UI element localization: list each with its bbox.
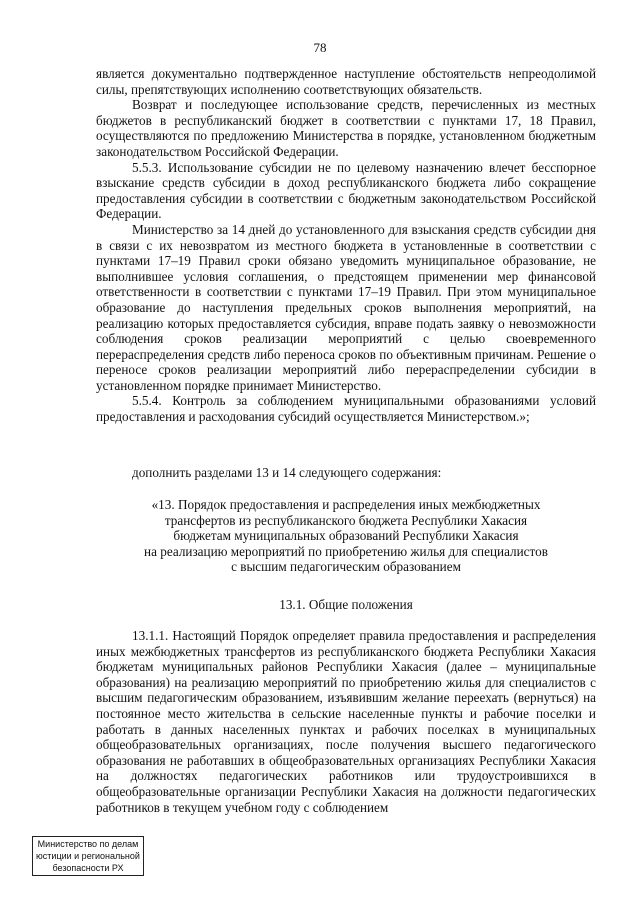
section-heading <box>96 497 596 575</box>
section-heading-line: трансфертов из республиканского бюджета Республики Хакасия <box>164 512 528 528</box>
stamp-line: Министерство по делам <box>37 839 139 849</box>
section-heading-line: бюджетам муниципальных образований Республики Хакасия <box>173 528 519 544</box>
supplement-line: дополнить разделами 13 и 14 следующего содержания: <box>132 465 442 480</box>
paragraph-5-5-3: 5.5.3. Использование субсидии не по целевому назначению влечет бесспорное взыскание средств субсидии в доход республиканского бюджета либо сокращение предоставления субсидии в соответствии с бюджетным законодательством Российской Федерации. <box>96 159 596 222</box>
page-number: 78 <box>313 40 327 55</box>
subsection-heading-block <box>96 597 596 613</box>
supplement-block <box>96 465 596 481</box>
paragraph-5-5-4: 5.5.4. Контроль за соблюдением муниципальными образованиями условий предоставления и расходования субсидий осуществляется Министерством.»; <box>96 393 596 425</box>
section-heading-line: на реализацию мероприятий по приобретению жилья для специалистов <box>144 543 548 559</box>
subsection-heading: 13.1. Общие положения <box>279 597 413 612</box>
paragraph-continuation: является документально подтвержденное наступление обстоятельств непреодолимой силы, препятствующих исполнению соответствующих обязательств. <box>96 66 596 97</box>
section-heading-line: «13. Порядок предоставления и распределения иных межбюджетных <box>151 497 541 512</box>
paragraph-ministry-notice: Министерство за 14 дней до установленного для взыскания средств субсидии дня в связи с их невозвратом из местного бюджета в установленные в соответствии с пунктами 17–19 Правил сроки обязано уведомить муниципальное образование, не выполнившее условия соглашения, о предстоящем применении мер финансовой ответственности в соответствии с пунктами 17–19 Правил. При этом муниципальное образование до наступления предельных сроков выполнения мероприятий, на реализацию которых предоставляется субсидия, вправе подать заявку о невозможности соблюдения сроков реализации мероприятий с целью своевременного перераспределения средств либо переноса сроков по объективным причинам. Решение о переносе сроков реализации мероприятий либо перераспределении субсидии в установленном порядке принимает Министерство. <box>96 221 596 393</box>
stamp-line: юстиции и региональной <box>36 851 140 861</box>
stamp-line: безопасности РХ <box>52 863 124 873</box>
section-heading-line: с высшим педагогическим образованием <box>231 559 461 575</box>
text-block-top <box>96 66 596 425</box>
paragraph-refund: Возврат и последующее использование средств, перечисленных из местных бюджетов в республиканский бюджет в соответствии с пунктами 17, 18 Правил, осуществляются по предложению Министерства в порядке, установленном бюджетным законодательством Российской Федерации. <box>96 97 596 159</box>
registration-stamp <box>32 836 144 876</box>
paragraph-13-1-1: 13.1.1. Настоящий Порядок определяет правила предоставления и распределения иных межбюджетных трансфертов из республиканского бюджета Республики Хакасия бюджетам муниципальных районов Республики Хакасия (далее – муниципальные образования) на реализацию мероприятий по приобретению жилья для специалистов с высшим педагогическим образованием, изъявившим желание переехать (вернуться) на постоянное место жительства в сельские населенные пункты и рабочие поселки и работать в данных населенных пунктах и рабочих поселках в муниципальных общеобразовательных организациях, после получения высшего педагогического образования не работавших в общеобразовательных организациях Республики Хакасия на должностях педагогических работников или трудоустроившихся в общеобразовательные организации Республики Хакасия на должности педагогических работников в текущем учебном году с соблюдением <box>96 628 596 815</box>
text-block-bottom <box>96 628 596 815</box>
